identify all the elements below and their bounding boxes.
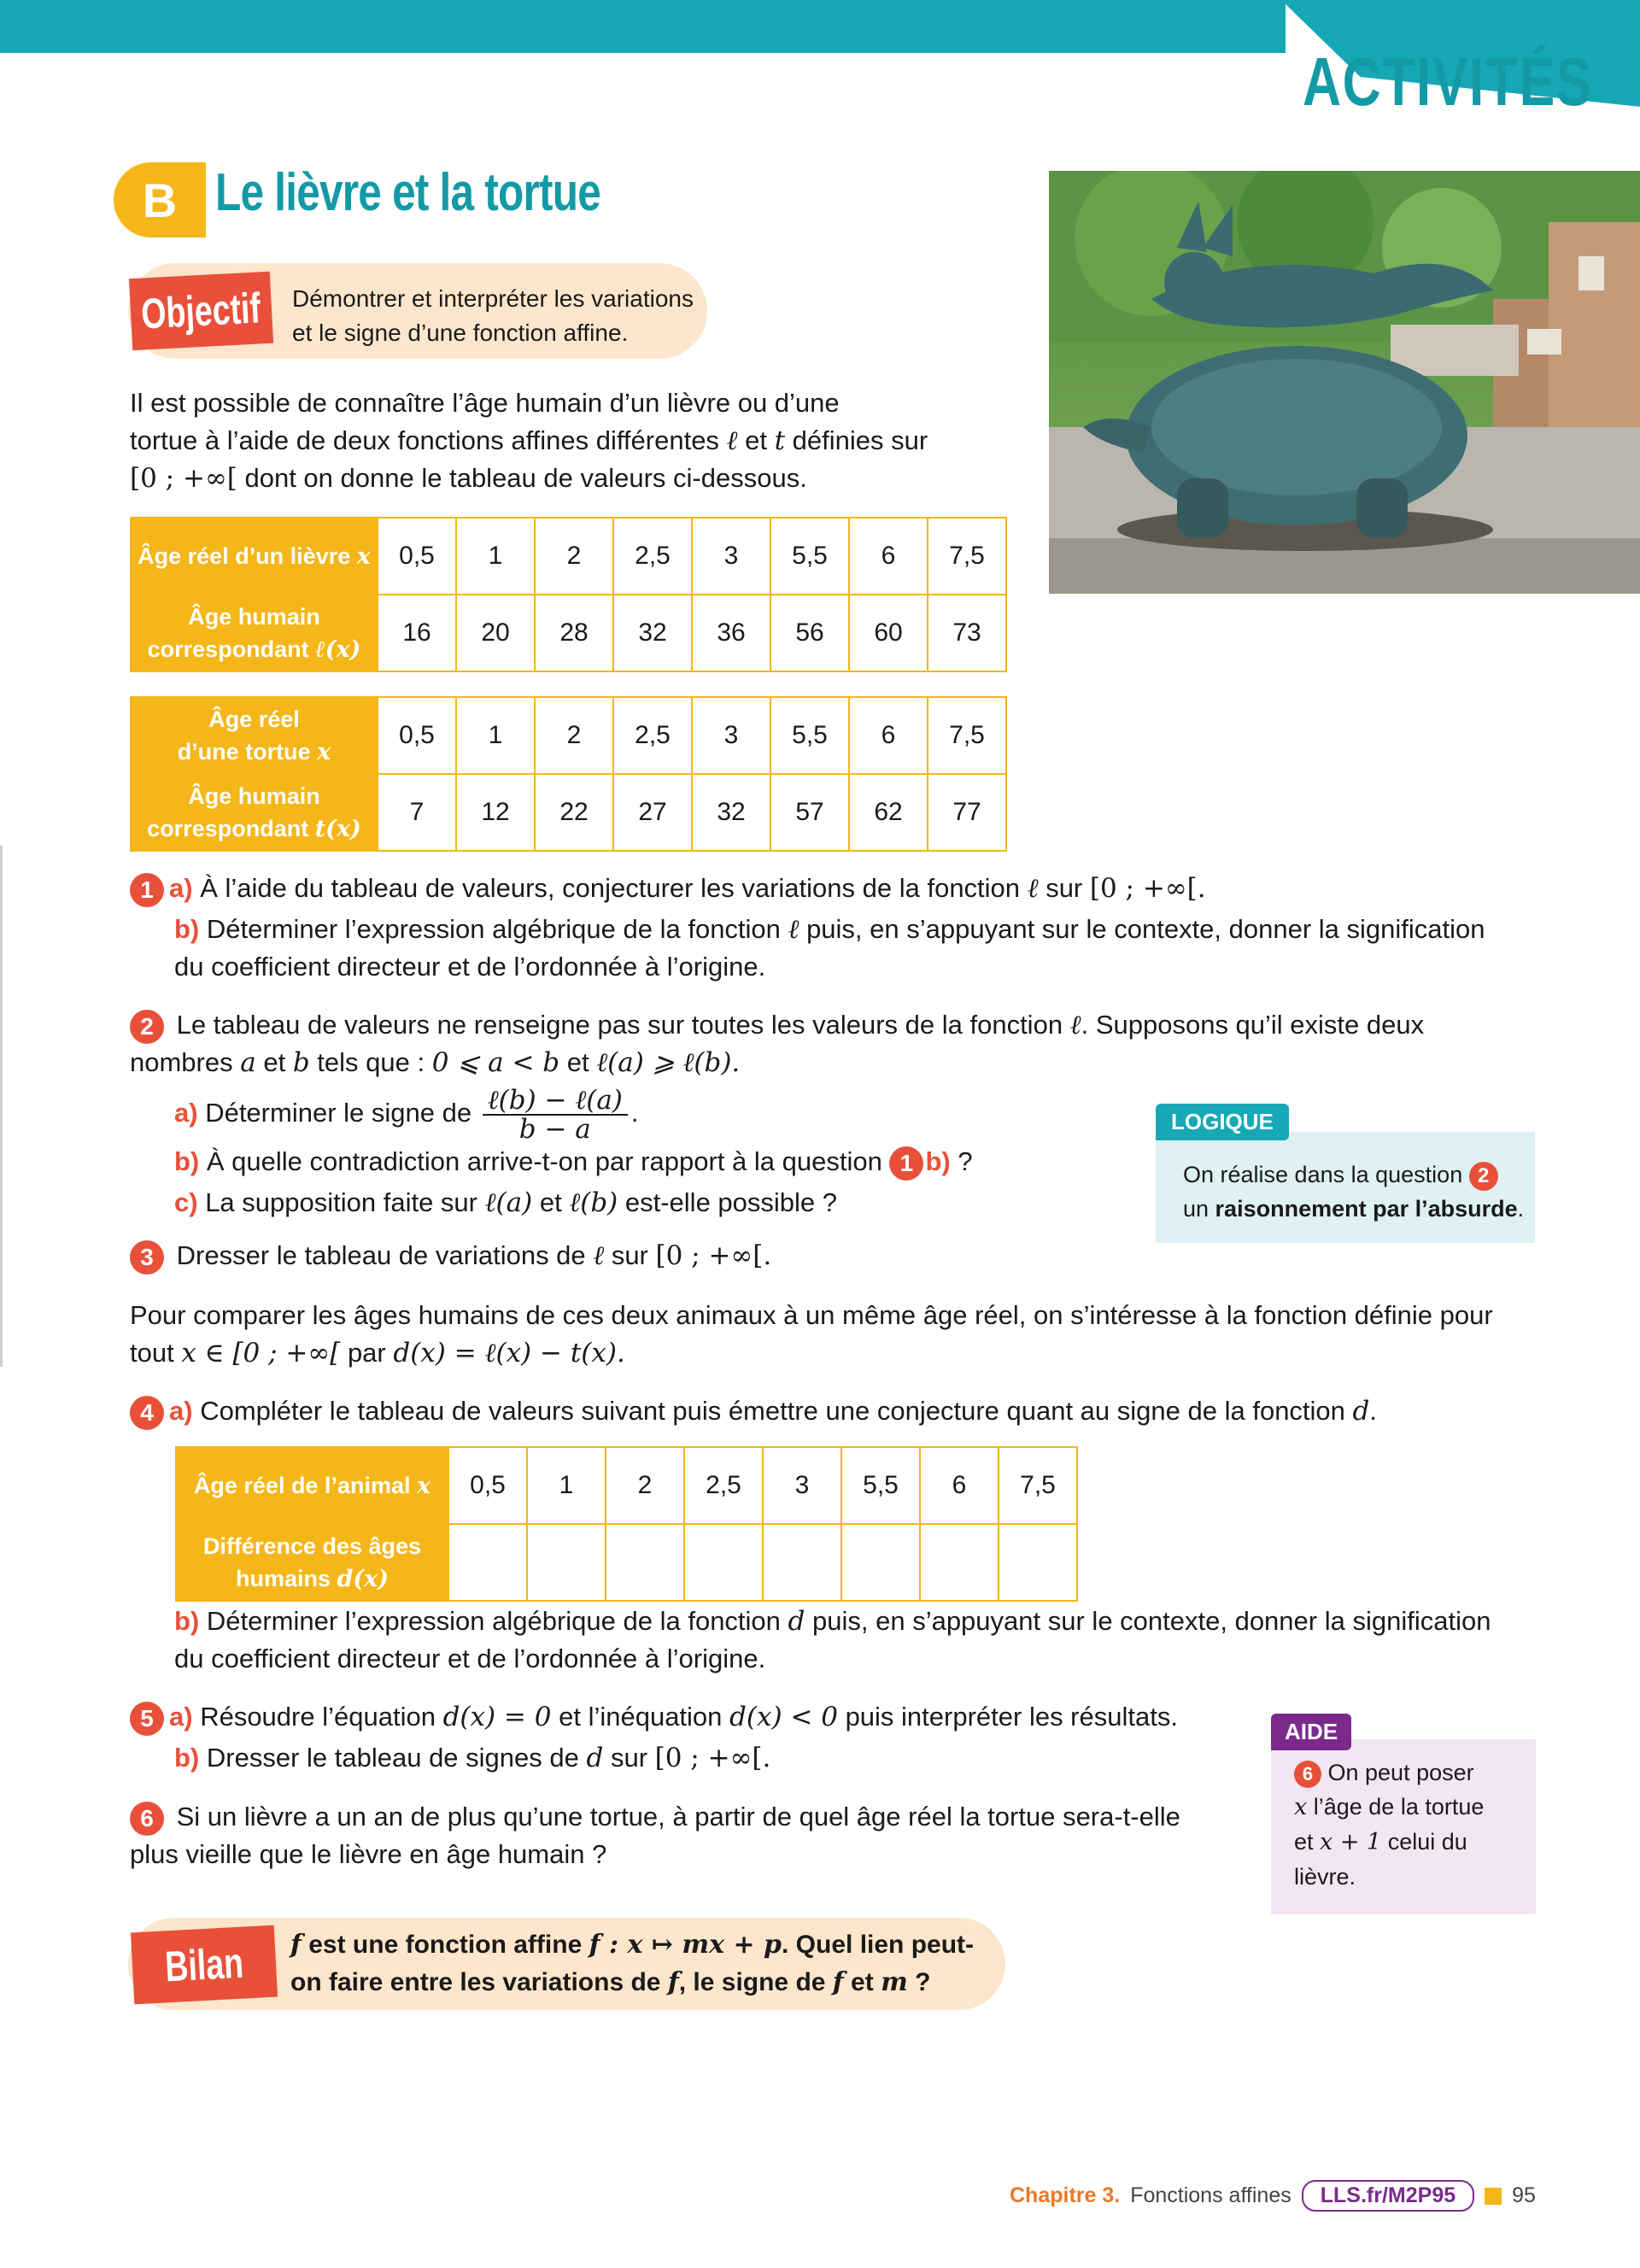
empty-answer-cell[interactable] (448, 1524, 527, 1601)
table-cell: 57 (770, 774, 849, 851)
question-number: 6 (130, 1802, 164, 1836)
page-number: 95 (1512, 2183, 1536, 2207)
table-cell: 5,5 (770, 697, 849, 774)
empty-answer-cell[interactable] (527, 1524, 606, 1601)
section-letter: B (142, 173, 178, 227)
question-4a: 4 a) Compléter le tableau de valeurs suivant puis émettre une conjecture quant au signe de la fonction d. (130, 1392, 1548, 1430)
fraction: $\frac{\text{ℓ(b) − ℓ(a)}}{b - a}$ (483, 1087, 628, 1143)
table-cell: 2 (535, 697, 613, 774)
table-cell: 73 (928, 595, 1006, 671)
section-label: ACTIVITÉS (1303, 44, 1593, 120)
table-cell: 12 (456, 774, 535, 851)
footer-chapter: Chapitre 3. (1010, 2183, 1121, 2207)
footer (1010, 2180, 1536, 2212)
top-band (0, 0, 1286, 53)
objectif-text: Démontrer et interpréter les variations et le signe d’une fonction affine. (292, 285, 694, 346)
table-animal (175, 1446, 1078, 1602)
table-cell: 3 (692, 697, 770, 774)
question-6: 6 Si un lièvre a un an de plus qu’une tortue, à partir de quel âge réel la tortue sera-t-elle plus vieille que le lièvre en âge humain ? (130, 1802, 1180, 1869)
aide-tag: AIDE (1271, 1714, 1351, 1750)
table-cell: 6 (920, 1447, 999, 1524)
aide-text: 6 On peut poser x l’âge de la tortue et x + 1 celui du lièvre. (1294, 1760, 1485, 1890)
footer-link[interactable]: LLS.fr/M2P95 (1302, 2180, 1474, 2212)
footer-chapter-name: Fonctions affines (1130, 2183, 1292, 2207)
question-number: 5 (130, 1702, 164, 1736)
empty-answer-cell[interactable] (920, 1524, 999, 1601)
table-cell: 2,5 (613, 518, 692, 595)
table-row (131, 697, 1006, 774)
table-cell: 62 (849, 774, 928, 851)
section-letter-badge (114, 162, 206, 237)
table-cell: 0,5 (378, 518, 456, 595)
table-cell: 7,5 (999, 1447, 1077, 1524)
footer-square-icon (1485, 2188, 1502, 2205)
table-lievre (130, 517, 1007, 672)
question-4b: b) Déterminer l’expression algébrique de la fonction d puis, en s’appuyant sur le contexte, donner la signification du coefficient directeur et de l’ordonnée à l’origine. (174, 1606, 1491, 1673)
table-cell: 28 (535, 595, 613, 671)
question-number: 3 (130, 1240, 164, 1275)
question-number: 1 (130, 873, 164, 907)
empty-answer-cell[interactable] (684, 1524, 763, 1601)
question-3: 3 Dresser le tableau de variations de ℓ sur [0 ; +∞[. (130, 1237, 1240, 1275)
table-cell: 32 (692, 774, 770, 851)
table-row (131, 774, 1006, 851)
table-cell: 7,5 (928, 697, 1006, 774)
table-cell: 1 (456, 518, 535, 595)
table-cell: 6 (849, 518, 928, 595)
table-header-y: Différence des âges humains d(x) (176, 1524, 448, 1601)
table-cell: 77 (928, 774, 1006, 851)
table-cell: 3 (692, 518, 770, 595)
table-cell: 7 (378, 774, 456, 851)
table-tortue (130, 696, 1007, 852)
table-cell: 0,5 (378, 697, 456, 774)
table-cell: 36 (692, 595, 770, 671)
logique-text: On réalise dans la question 2 un raisonnement par l’absurde. (1183, 1162, 1525, 1222)
table-row (176, 1447, 1077, 1524)
table-cell: 2,5 (613, 697, 692, 774)
comparer-paragraph: Pour comparer les âges humains de ces deux animaux à un même âge réel, on s’intéresse à la fonction définie pour tout x ∈ [0 ; +∞[ par d(x) = ℓ(x) − t(x). (130, 1300, 1493, 1368)
empty-answer-cell[interactable] (841, 1524, 920, 1601)
table-cell: 60 (849, 595, 928, 671)
section-title: Le lièvre et la tortue (215, 163, 601, 222)
table-cell: 5,5 (770, 518, 849, 595)
question-2: 2 Le tableau de valeurs ne renseigne pas sur toutes les valeurs de la fonction ℓ. Supposons qu’il existe deux nombres a et b tels que : 0 ⩽ a < b et ℓ(a) ⩾ ℓ(b). a) Déterminer le signe de $\frac{\text{ℓ(b) − ℓ(a)}}{b - a}$ . b) À quelle contradiction arrive-t-on par rapport à la question 1 b) ? c) La supposition faite sur ℓ(a) et ℓ(b) est-elle possible ? (130, 1010, 1425, 1218)
table-cell: 5,5 (841, 1447, 920, 1524)
table-row (176, 1524, 1077, 1601)
table-cell: 3 (763, 1447, 841, 1524)
table-cell: 7,5 (928, 518, 1006, 595)
table-header-x: Âge réel de l’animal x (176, 1447, 448, 1524)
question-number: 4 (130, 1396, 164, 1430)
table-cell: 2 (535, 518, 613, 595)
table-cell: 1 (527, 1447, 606, 1524)
question-1: 1 a) À l’aide du tableau de valeurs, conjecturer les variations de la fonction ℓ sur [0 ; +∞[. b) Déterminer l’expression algébrique de la fonction ℓ puis, en s’appuyant sur le contexte, donner la signification du coefficient directeur et de l’ordonnée à l’origine. (130, 870, 1531, 986)
table-cell: 2 (606, 1447, 684, 1524)
empty-answer-cell[interactable] (606, 1524, 684, 1601)
table-header-x: Âge réel d’une tortue x (131, 697, 378, 774)
bilan-tag: Bilan (131, 1925, 278, 2005)
table-cell: 0,5 (448, 1447, 527, 1524)
table-cell: 56 (770, 595, 849, 671)
table-row (131, 595, 1006, 671)
table-cell: 2,5 (684, 1447, 763, 1524)
table-cell: 27 (613, 774, 692, 851)
page-edge-line (0, 846, 3, 1367)
table-header-y: Âge humain correspondant ℓ(x) (131, 595, 378, 671)
table-row (131, 518, 1006, 595)
intro-paragraph: Il est possible de connaître l’âge humain d’un lièvre ou d’une tortue à l’aide de deux fonctions affines différentes ℓ et t définies sur [0 ; +∞[ dont on donne le tableau de valeurs ci-dessous. (130, 388, 928, 494)
table-cell: 22 (535, 774, 613, 851)
empty-answer-cell[interactable] (999, 1524, 1077, 1601)
table-header-x: Âge réel d’un lièvre x (131, 518, 378, 595)
hare-tortoise-statue-photo (1049, 171, 1640, 594)
bilan-text: f est une fonction affine f : x ↦ mx + p. Quel lien peut- on faire entre les variations de f, le signe de f et m ? (290, 1930, 975, 1997)
objectif-tag: Objectif (129, 272, 273, 351)
question-number: 2 (130, 1010, 164, 1044)
table-cell: 1 (456, 697, 535, 774)
question-5: 5 a) Résoudre l’équation d(x) = 0 et l’inéquation d(x) < 0 puis interpréter les résultats. b) Dresser le tableau de signes de d sur [0 ; +∞[. (130, 1698, 1240, 1777)
logique-tag: LOGIQUE (1156, 1104, 1289, 1140)
table-header-y: Âge humain correspondant t(x) (131, 774, 378, 851)
table-cell: 20 (456, 595, 535, 671)
table-cell: 16 (378, 595, 456, 671)
table-cell: 6 (849, 697, 928, 774)
empty-answer-cell[interactable] (763, 1524, 841, 1601)
table-cell: 32 (613, 595, 692, 671)
